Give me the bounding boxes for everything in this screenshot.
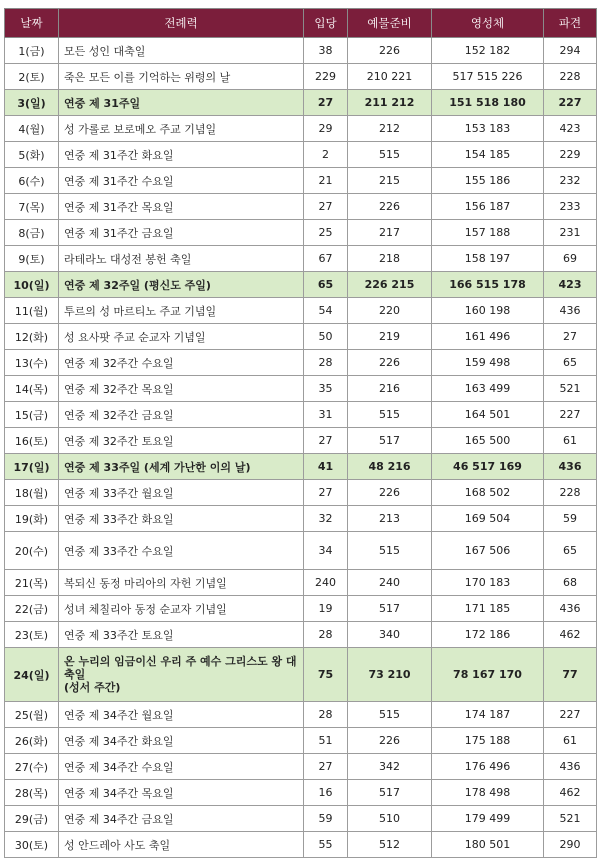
communion-cell: 160 198 <box>432 298 544 324</box>
date-cell: 25(월) <box>5 702 59 728</box>
table-row <box>5 350 597 376</box>
offertory-cell: 340 <box>348 622 432 648</box>
date-cell: 5(화) <box>5 142 59 168</box>
date-cell: 14(목) <box>5 376 59 402</box>
date-cell: 28(목) <box>5 780 59 806</box>
entrance-cell: 59 <box>304 806 348 832</box>
header-communion: 영성체 <box>432 9 544 38</box>
table-row <box>5 402 597 428</box>
table-row <box>5 220 597 246</box>
communion-cell: 178 498 <box>432 780 544 806</box>
entrance-cell: 28 <box>304 702 348 728</box>
communion-cell: 153 183 <box>432 116 544 142</box>
dismissal-cell: 233 <box>544 194 597 220</box>
dismissal-cell: 521 <box>544 806 597 832</box>
entrance-cell: 229 <box>304 64 348 90</box>
communion-cell: 159 498 <box>432 350 544 376</box>
offertory-cell: 219 <box>348 324 432 350</box>
dismissal-cell: 294 <box>544 38 597 64</box>
offertory-cell: 226 <box>348 38 432 64</box>
offertory-cell: 220 <box>348 298 432 324</box>
dismissal-cell: 462 <box>544 780 597 806</box>
entrance-cell: 28 <box>304 350 348 376</box>
sunday-row <box>5 648 597 702</box>
dismissal-cell: 61 <box>544 428 597 454</box>
communion-cell: 46 517 169 <box>432 454 544 480</box>
offertory-cell: 215 <box>348 168 432 194</box>
communion-cell: 161 496 <box>432 324 544 350</box>
liturgy-cell: 연중 제 31주간 목요일 <box>59 194 304 220</box>
dismissal-cell: 423 <box>544 272 597 298</box>
communion-cell: 154 185 <box>432 142 544 168</box>
liturgy-cell: 죽은 모든 이를 기억하는 위령의 날 <box>59 64 304 90</box>
dismissal-cell: 436 <box>544 454 597 480</box>
table-row <box>5 376 597 402</box>
table-row <box>5 116 597 142</box>
entrance-cell: 27 <box>304 754 348 780</box>
date-cell: 16(토) <box>5 428 59 454</box>
liturgy-cell: 연중 제 32주간 수요일 <box>59 350 304 376</box>
dismissal-cell: 59 <box>544 506 597 532</box>
offertory-cell: 515 <box>348 402 432 428</box>
table-row <box>5 38 597 64</box>
hymn-table <box>4 8 597 858</box>
dismissal-cell: 290 <box>544 832 597 858</box>
offertory-cell: 226 <box>348 480 432 506</box>
liturgy-cell: 연중 제 34주간 화요일 <box>59 728 304 754</box>
entrance-cell: 27 <box>304 194 348 220</box>
date-cell: 2(토) <box>5 64 59 90</box>
communion-cell: 158 197 <box>432 246 544 272</box>
table-row <box>5 532 597 570</box>
entrance-cell: 32 <box>304 506 348 532</box>
dismissal-cell: 232 <box>544 168 597 194</box>
entrance-cell: 27 <box>304 428 348 454</box>
table-row <box>5 506 597 532</box>
dismissal-cell: 229 <box>544 142 597 168</box>
communion-cell: 179 499 <box>432 806 544 832</box>
offertory-cell: 512 <box>348 832 432 858</box>
table-body <box>5 38 597 858</box>
liturgy-cell: 성 안드레아 사도 축일 <box>59 832 304 858</box>
liturgy-cell: 라테라노 대성전 봉헌 축일 <box>59 246 304 272</box>
communion-cell: 180 501 <box>432 832 544 858</box>
communion-cell: 174 187 <box>432 702 544 728</box>
communion-cell: 164 501 <box>432 402 544 428</box>
communion-cell: 168 502 <box>432 480 544 506</box>
table-row <box>5 324 597 350</box>
offertory-cell: 226 <box>348 728 432 754</box>
liturgy-cell: 연중 제 33주간 월요일 <box>59 480 304 506</box>
dismissal-cell: 69 <box>544 246 597 272</box>
liturgy-cell: 연중 제 32주일 (평신도 주일) <box>59 272 304 298</box>
entrance-cell: 19 <box>304 596 348 622</box>
dismissal-cell: 77 <box>544 648 597 702</box>
communion-cell: 155 186 <box>432 168 544 194</box>
date-cell: 21(목) <box>5 570 59 596</box>
sunday-row <box>5 90 597 116</box>
sunday-row <box>5 272 597 298</box>
table-row <box>5 64 597 90</box>
liturgy-cell: 성 요사팟 주교 순교자 기념일 <box>59 324 304 350</box>
liturgy-cell: 연중 제 31주간 수요일 <box>59 168 304 194</box>
entrance-cell: 29 <box>304 116 348 142</box>
dismissal-cell: 436 <box>544 596 597 622</box>
dismissal-cell: 227 <box>544 402 597 428</box>
date-cell: 20(수) <box>5 532 59 570</box>
offertory-cell: 213 <box>348 506 432 532</box>
liturgy-cell: 복되신 동정 마리아의 자헌 기념일 <box>59 570 304 596</box>
liturgy-cell: 연중 제 34주간 수요일 <box>59 754 304 780</box>
date-cell: 1(금) <box>5 38 59 64</box>
offertory-cell: 217 <box>348 220 432 246</box>
date-cell: 8(금) <box>5 220 59 246</box>
liturgy-cell: 연중 제 34주간 월요일 <box>59 702 304 728</box>
offertory-cell: 515 <box>348 532 432 570</box>
dismissal-cell: 228 <box>544 64 597 90</box>
offertory-cell: 510 <box>348 806 432 832</box>
communion-cell: 176 496 <box>432 754 544 780</box>
offertory-cell: 517 <box>348 596 432 622</box>
offertory-cell: 226 <box>348 194 432 220</box>
table-row <box>5 428 597 454</box>
entrance-cell: 67 <box>304 246 348 272</box>
offertory-cell: 218 <box>348 246 432 272</box>
table-row <box>5 754 597 780</box>
entrance-cell: 16 <box>304 780 348 806</box>
communion-cell: 170 183 <box>432 570 544 596</box>
communion-cell: 165 500 <box>432 428 544 454</box>
entrance-cell: 25 <box>304 220 348 246</box>
liturgy-cell: 연중 제 31주간 금요일 <box>59 220 304 246</box>
communion-cell: 152 182 <box>432 38 544 64</box>
table-row <box>5 480 597 506</box>
dismissal-cell: 228 <box>544 480 597 506</box>
table-row <box>5 780 597 806</box>
table-row <box>5 194 597 220</box>
table-row <box>5 570 597 596</box>
liturgy-cell: 연중 제 32주간 토요일 <box>59 428 304 454</box>
date-cell: 18(월) <box>5 480 59 506</box>
liturgy-cell: 연중 제 34주간 금요일 <box>59 806 304 832</box>
offertory-cell: 210 221 <box>348 64 432 90</box>
header-date: 날짜 <box>5 9 59 38</box>
date-cell: 19(화) <box>5 506 59 532</box>
date-cell: 15(금) <box>5 402 59 428</box>
entrance-cell: 34 <box>304 532 348 570</box>
table-row <box>5 832 597 858</box>
dismissal-cell: 227 <box>544 90 597 116</box>
entrance-cell: 54 <box>304 298 348 324</box>
communion-cell: 156 187 <box>432 194 544 220</box>
date-cell: 24(일) <box>5 648 59 702</box>
communion-cell: 78 167 170 <box>432 648 544 702</box>
liturgy-cell: 연중 제 32주간 목요일 <box>59 376 304 402</box>
liturgy-cell: 모든 성인 대축일 <box>59 38 304 64</box>
entrance-cell: 28 <box>304 622 348 648</box>
dismissal-cell: 462 <box>544 622 597 648</box>
date-cell: 3(일) <box>5 90 59 116</box>
entrance-cell: 27 <box>304 90 348 116</box>
communion-cell: 167 506 <box>432 532 544 570</box>
table-row <box>5 702 597 728</box>
dismissal-cell: 61 <box>544 728 597 754</box>
date-cell: 30(토) <box>5 832 59 858</box>
date-cell: 11(월) <box>5 298 59 324</box>
entrance-cell: 65 <box>304 272 348 298</box>
liturgy-cell: 투르의 성 마르티노 주교 기념일 <box>59 298 304 324</box>
offertory-cell: 515 <box>348 142 432 168</box>
entrance-cell: 27 <box>304 480 348 506</box>
header-liturgical-calendar: 전례력 <box>59 9 304 38</box>
entrance-cell: 240 <box>304 570 348 596</box>
communion-cell: 151 518 180 <box>432 90 544 116</box>
header-offertory: 예물준비 <box>348 9 432 38</box>
entrance-cell: 38 <box>304 38 348 64</box>
table-row <box>5 168 597 194</box>
liturgy-cell: 성녀 체칠리아 동정 순교자 기념일 <box>59 596 304 622</box>
liturgy-cell: 연중 제 31주일 <box>59 90 304 116</box>
table-row <box>5 298 597 324</box>
liturgy-cell: 온 누리의 임금이신 우리 주 예수 그리스도 왕 대축일 (성서 주간) <box>59 648 304 702</box>
header-dismissal: 파견 <box>544 9 597 38</box>
liturgy-cell: 연중 제 33주간 토요일 <box>59 622 304 648</box>
date-cell: 7(목) <box>5 194 59 220</box>
communion-cell: 517 515 226 <box>432 64 544 90</box>
entrance-cell: 75 <box>304 648 348 702</box>
entrance-cell: 55 <box>304 832 348 858</box>
liturgy-cell: 연중 제 33주일 (세계 가난한 이의 날) <box>59 454 304 480</box>
date-cell: 9(토) <box>5 246 59 272</box>
date-cell: 26(화) <box>5 728 59 754</box>
liturgy-cell: 성 가롤로 보로메오 주교 기념일 <box>59 116 304 142</box>
table-row <box>5 246 597 272</box>
communion-cell: 171 185 <box>432 596 544 622</box>
offertory-cell: 517 <box>348 780 432 806</box>
header-row <box>5 9 597 38</box>
date-cell: 17(일) <box>5 454 59 480</box>
entrance-cell: 31 <box>304 402 348 428</box>
offertory-cell: 226 215 <box>348 272 432 298</box>
dismissal-cell: 423 <box>544 116 597 142</box>
date-cell: 10(일) <box>5 272 59 298</box>
entrance-cell: 51 <box>304 728 348 754</box>
date-cell: 6(수) <box>5 168 59 194</box>
table-row <box>5 806 597 832</box>
communion-cell: 172 186 <box>432 622 544 648</box>
offertory-cell: 342 <box>348 754 432 780</box>
offertory-cell: 226 <box>348 350 432 376</box>
table-row <box>5 596 597 622</box>
dismissal-cell: 231 <box>544 220 597 246</box>
liturgy-cell: 연중 제 31주간 화요일 <box>59 142 304 168</box>
dismissal-cell: 436 <box>544 298 597 324</box>
hymn-schedule <box>4 8 596 858</box>
offertory-cell: 211 212 <box>348 90 432 116</box>
offertory-cell: 48 216 <box>348 454 432 480</box>
dismissal-cell: 65 <box>544 350 597 376</box>
dismissal-cell: 521 <box>544 376 597 402</box>
offertory-cell: 212 <box>348 116 432 142</box>
liturgy-cell: 연중 제 32주간 금요일 <box>59 402 304 428</box>
liturgy-cell: 연중 제 33주간 화요일 <box>59 506 304 532</box>
table-row <box>5 728 597 754</box>
offertory-cell: 216 <box>348 376 432 402</box>
dismissal-cell: 227 <box>544 702 597 728</box>
communion-cell: 166 515 178 <box>432 272 544 298</box>
date-cell: 22(금) <box>5 596 59 622</box>
communion-cell: 169 504 <box>432 506 544 532</box>
offertory-cell: 73 210 <box>348 648 432 702</box>
entrance-cell: 21 <box>304 168 348 194</box>
dismissal-cell: 436 <box>544 754 597 780</box>
dismissal-cell: 65 <box>544 532 597 570</box>
dismissal-cell: 27 <box>544 324 597 350</box>
date-cell: 13(수) <box>5 350 59 376</box>
table-row <box>5 142 597 168</box>
offertory-cell: 515 <box>348 702 432 728</box>
entrance-cell: 50 <box>304 324 348 350</box>
liturgy-cell: 연중 제 33주간 수요일 <box>59 532 304 570</box>
date-cell: 23(토) <box>5 622 59 648</box>
date-cell: 29(금) <box>5 806 59 832</box>
date-cell: 4(월) <box>5 116 59 142</box>
date-cell: 27(수) <box>5 754 59 780</box>
date-cell: 12(화) <box>5 324 59 350</box>
entrance-cell: 41 <box>304 454 348 480</box>
communion-cell: 175 188 <box>432 728 544 754</box>
sunday-row <box>5 454 597 480</box>
offertory-cell: 517 <box>348 428 432 454</box>
communion-cell: 157 188 <box>432 220 544 246</box>
table-row <box>5 622 597 648</box>
communion-cell: 163 499 <box>432 376 544 402</box>
entrance-cell: 2 <box>304 142 348 168</box>
header-entrance: 입당 <box>304 9 348 38</box>
offertory-cell: 240 <box>348 570 432 596</box>
entrance-cell: 35 <box>304 376 348 402</box>
liturgy-cell: 연중 제 34주간 목요일 <box>59 780 304 806</box>
dismissal-cell: 68 <box>544 570 597 596</box>
